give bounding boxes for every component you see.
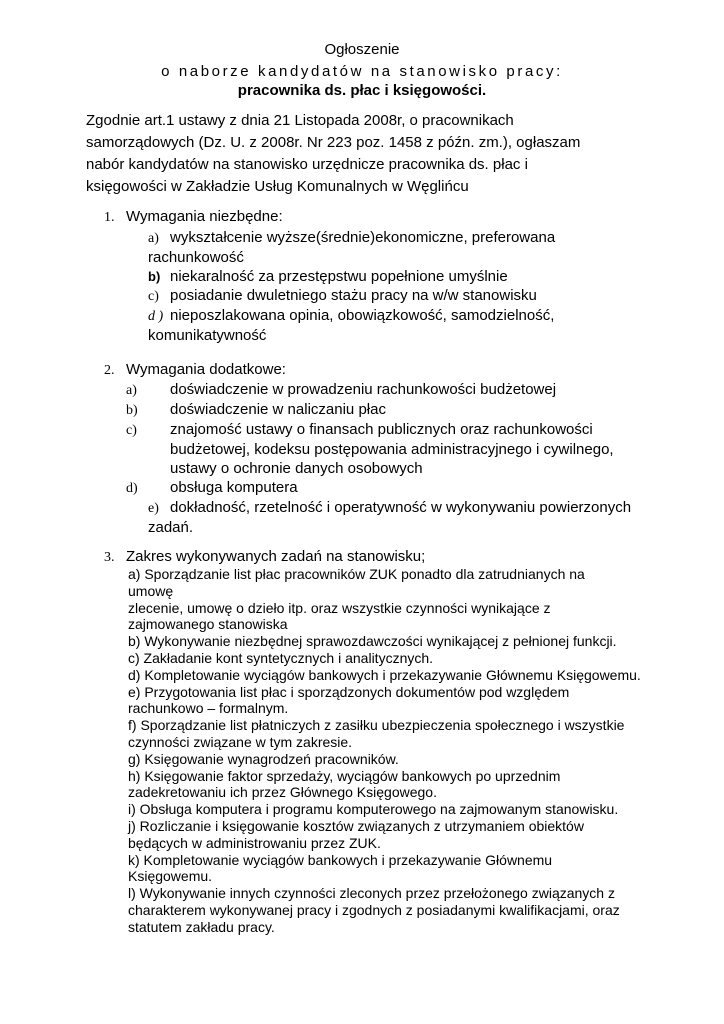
item-continuation: rachunkowość (148, 249, 244, 266)
list-item (148, 306, 668, 345)
item-text: wykształcenie wyższe(średnie)ekonomiczne, preferowana (170, 229, 556, 246)
task-line: charakterem wykonywanej pracy i zgodnych z posiadanymi kwalifikacjami, oraz (128, 901, 620, 918)
task-line: g) Księgowanie wynagrodzeń pracowników. (128, 750, 399, 767)
task-line: zadekretowaniu ich przez Głównego Księgowego. (128, 784, 437, 801)
section-3-list (128, 566, 668, 936)
task-line: f) Sporządzanie list płatniczych z zasiłku ubezpieczenia społecznego i wszystkie (128, 717, 625, 734)
section-title: Wymagania dodatkowe: (126, 361, 286, 378)
list-item (148, 498, 668, 537)
task-line: a) Sporządzanie list płac pracowników ZUK ponadto dla zatrudnianych na (128, 566, 585, 582)
item-text: posiadanie dwuletniego stażu pracy na w/w stanowisku (170, 287, 537, 304)
task-line: l) Wykonywanie innych czynności zleconych przez przełożonego związanych z (128, 885, 615, 902)
task-line: rachunkowo – formalnym. (128, 700, 289, 717)
list-item (126, 420, 668, 478)
item-marker: c) (148, 289, 159, 304)
item-text: doświadczenie w naliczaniu płac (170, 401, 386, 418)
item-marker: b) (148, 269, 161, 284)
section-1-heading (104, 207, 283, 228)
task-line: będących w administrowaniu przez ZUK. (128, 834, 381, 851)
section-title: Wymagania niezbędne: (126, 208, 283, 225)
section-2-list (126, 380, 668, 537)
section-number: 3. (104, 550, 115, 565)
intro-line: Zgodnie art.1 ustawy z dnia 21 Listopada 2008r, o pracownikach (86, 112, 514, 129)
section-title: Zakres wykonywanych zadań na stanowisku; (126, 548, 426, 565)
intro-line: nabór kandydatów na stanowisko urzędnicze pracownika ds. płac i (86, 156, 528, 173)
intro-line: samorządowych (Dz. U. z 2008r. Nr 223 poz. 1458 z późn. zm.), ogłaszam (86, 134, 581, 151)
item-marker: d ) (148, 309, 164, 324)
item-text: nieposzlakowana opinia, obowiązkowość, samodzielność, (170, 307, 555, 324)
section-3-heading (104, 547, 425, 568)
list-item (148, 228, 668, 267)
document-title: Ogłoszenie (324, 41, 400, 58)
section-2-heading (104, 360, 286, 381)
document-subtitle: o naborze kandydatów na stanowisko pracy: (161, 63, 563, 80)
task-line: j) Rozliczanie i księgowanie kosztów związanych z utrzymaniem obiektów (128, 817, 584, 834)
list-item (148, 267, 668, 286)
intro-line: księgowości w Zakładzie Usług Komunalnych w Węglińcu (86, 178, 469, 195)
item-marker: b) (126, 403, 138, 418)
task-line: zlecenie, umowę o dzieło itp. oraz wszystkie czynności wynikające z (128, 599, 551, 616)
section-1-list (148, 228, 668, 345)
item-text: dokładność, rzetelność i operatywność w wykonywaniu powierzonych zadań. (148, 499, 632, 536)
section-number: 2. (104, 363, 115, 378)
task-line: h) Księgowanie faktor sprzedaży, wyciągów bankowych po uprzednim (128, 767, 561, 784)
section-number: 1. (104, 210, 115, 225)
task-line: k) Kompletowanie wyciągów bankowych i przekazywanie Głównemu (128, 851, 553, 868)
item-text: doświadczenie w prowadzeniu rachunkowości budżetowej (170, 381, 557, 398)
task-line: d) Kompletowanie wyciągów bankowych i przekazywanie Głównemu Księgowemu. (128, 666, 641, 683)
item-marker: a) (126, 383, 137, 398)
task-line: zajmowanego stanowiska (128, 616, 288, 633)
item-text: obsługa komputera (170, 479, 298, 496)
task-line: c) Zakładanie kont syntetycznych i analitycznych. (128, 649, 434, 666)
item-text: znajomość ustawy o finansach publicznych oraz rachunkowości budżetowej, kodeksu postępowania administracyjnego i cywilnego, ustawy o ochronie danych osobowych (170, 421, 614, 477)
list-item (126, 400, 668, 420)
task-line: statutem zakładu pracy. (128, 918, 275, 935)
position-title: pracownika ds. płac i księgowości. (237, 82, 487, 99)
item-marker: c) (126, 423, 137, 438)
task-line: Księgowemu. (128, 868, 213, 885)
list-item (126, 380, 668, 400)
list-item (148, 286, 668, 306)
task-line: umowę (128, 582, 174, 599)
task-line: czynności związane w tym zakresie. (128, 733, 353, 750)
intro-paragraph (86, 110, 646, 198)
item-text: niekaralność za przestępstwu popełnione umyślnie (170, 268, 508, 285)
task-line: b) Wykonywanie niezbędnej sprawozdawczości wynikającej z pełnionej funkcji. (128, 633, 617, 650)
item-marker: e) (148, 501, 159, 516)
item-marker: a) (148, 231, 159, 246)
task-line: e) Przygotowania list płac i sporządzonych dokumentów pod względem (128, 683, 570, 700)
task-line: i) Obsługa komputera i programu komputerowego na zajmowanym stanowisku. (128, 801, 619, 818)
item-continuation: komunikatywność (148, 327, 267, 344)
list-item (126, 478, 668, 498)
item-marker: d) (126, 481, 138, 496)
